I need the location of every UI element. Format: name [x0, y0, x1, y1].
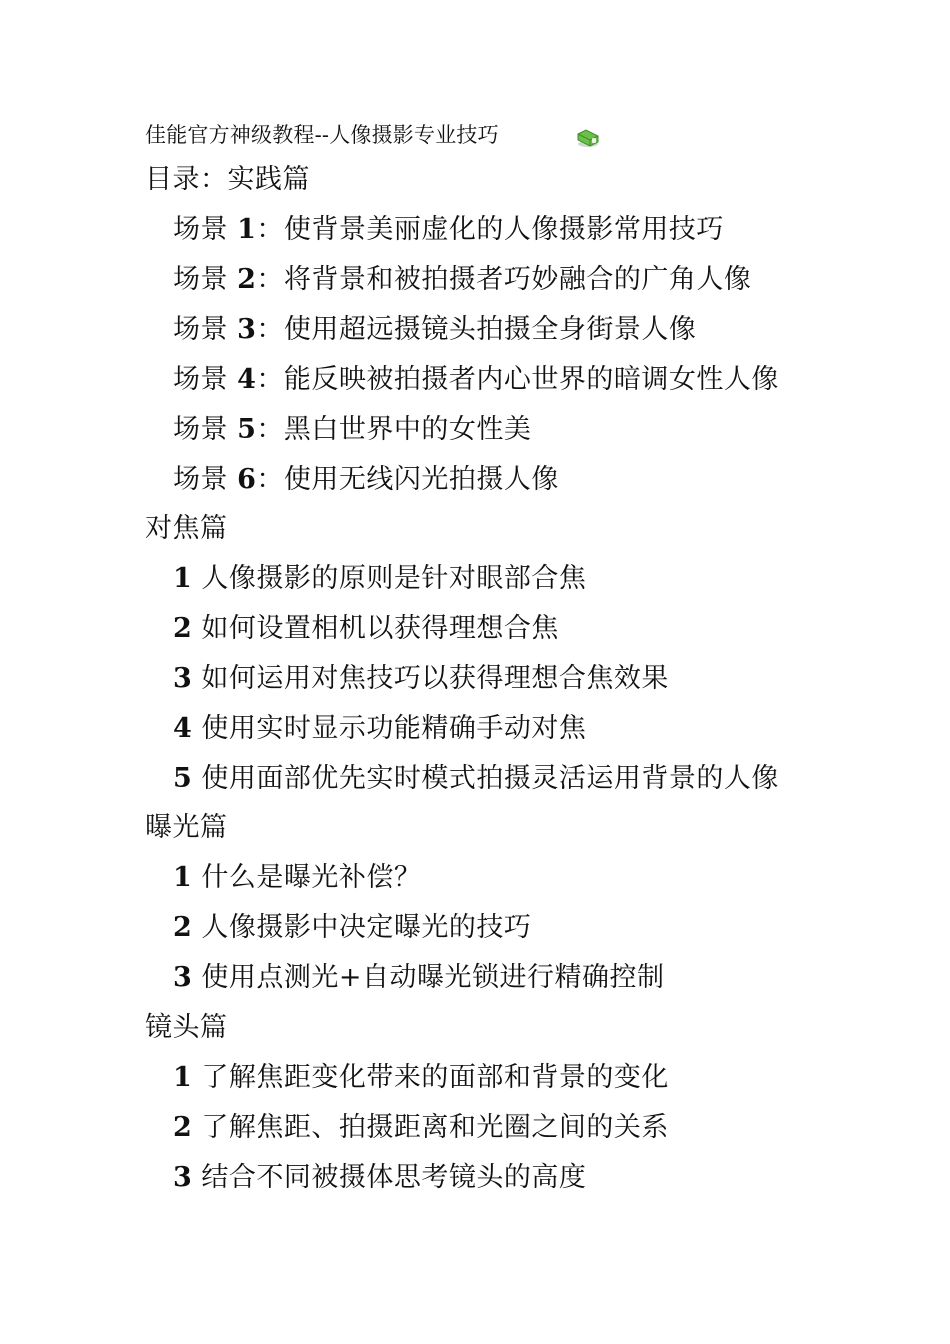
list-item: 3 如何运用对焦技巧以获得理想合焦效果	[173, 663, 669, 694]
list-item: 场景 4：能反映被拍摄者内心世界的暗调女性人像	[173, 364, 779, 395]
green-tag-icon[interactable]	[576, 128, 600, 148]
list-item: 场景 2：将背景和被拍摄者巧妙融合的广角人像	[173, 264, 752, 295]
list-item: 1 什么是曝光补偿？	[173, 862, 422, 893]
list-item: 场景 3：使用超远摄镜头拍摄全身街景人像	[173, 314, 697, 345]
section-heading-practice: 目录：实践篇	[145, 164, 310, 195]
list-item: 1 人像摄影的原则是针对眼部合焦	[173, 563, 587, 594]
section-heading-focus: 对焦篇	[145, 513, 228, 544]
list-item: 2 了解焦距、拍摄距离和光圈之间的关系	[173, 1112, 669, 1143]
list-item: 3 结合不同被摄体思考镜头的高度	[173, 1162, 587, 1193]
list-item: 场景 1：使背景美丽虚化的人像摄影常用技巧	[173, 214, 724, 245]
list-item: 3 使用点测光+自动曝光锁进行精确控制	[173, 962, 665, 993]
list-item: 2 人像摄影中决定曝光的技巧	[173, 912, 532, 943]
list-item: 2 如何设置相机以获得理想合焦	[173, 613, 559, 644]
list-item: 场景 6：使用无线闪光拍摄人像	[173, 464, 559, 495]
list-item: 场景 5：黑白世界中的女性美	[173, 414, 532, 445]
list-item: 5 使用面部优先实时模式拍摄灵活运用背景的人像	[173, 763, 779, 794]
section-heading-exposure: 曝光篇	[145, 812, 228, 843]
section-heading-lens: 镜头篇	[145, 1012, 228, 1043]
document-title: 佳能官方神级教程--人像摄影专业技巧	[145, 123, 499, 147]
list-item: 1 了解焦距变化带来的面部和背景的变化	[173, 1062, 669, 1093]
list-item: 4 使用实时显示功能精确手动对焦	[173, 713, 587, 744]
